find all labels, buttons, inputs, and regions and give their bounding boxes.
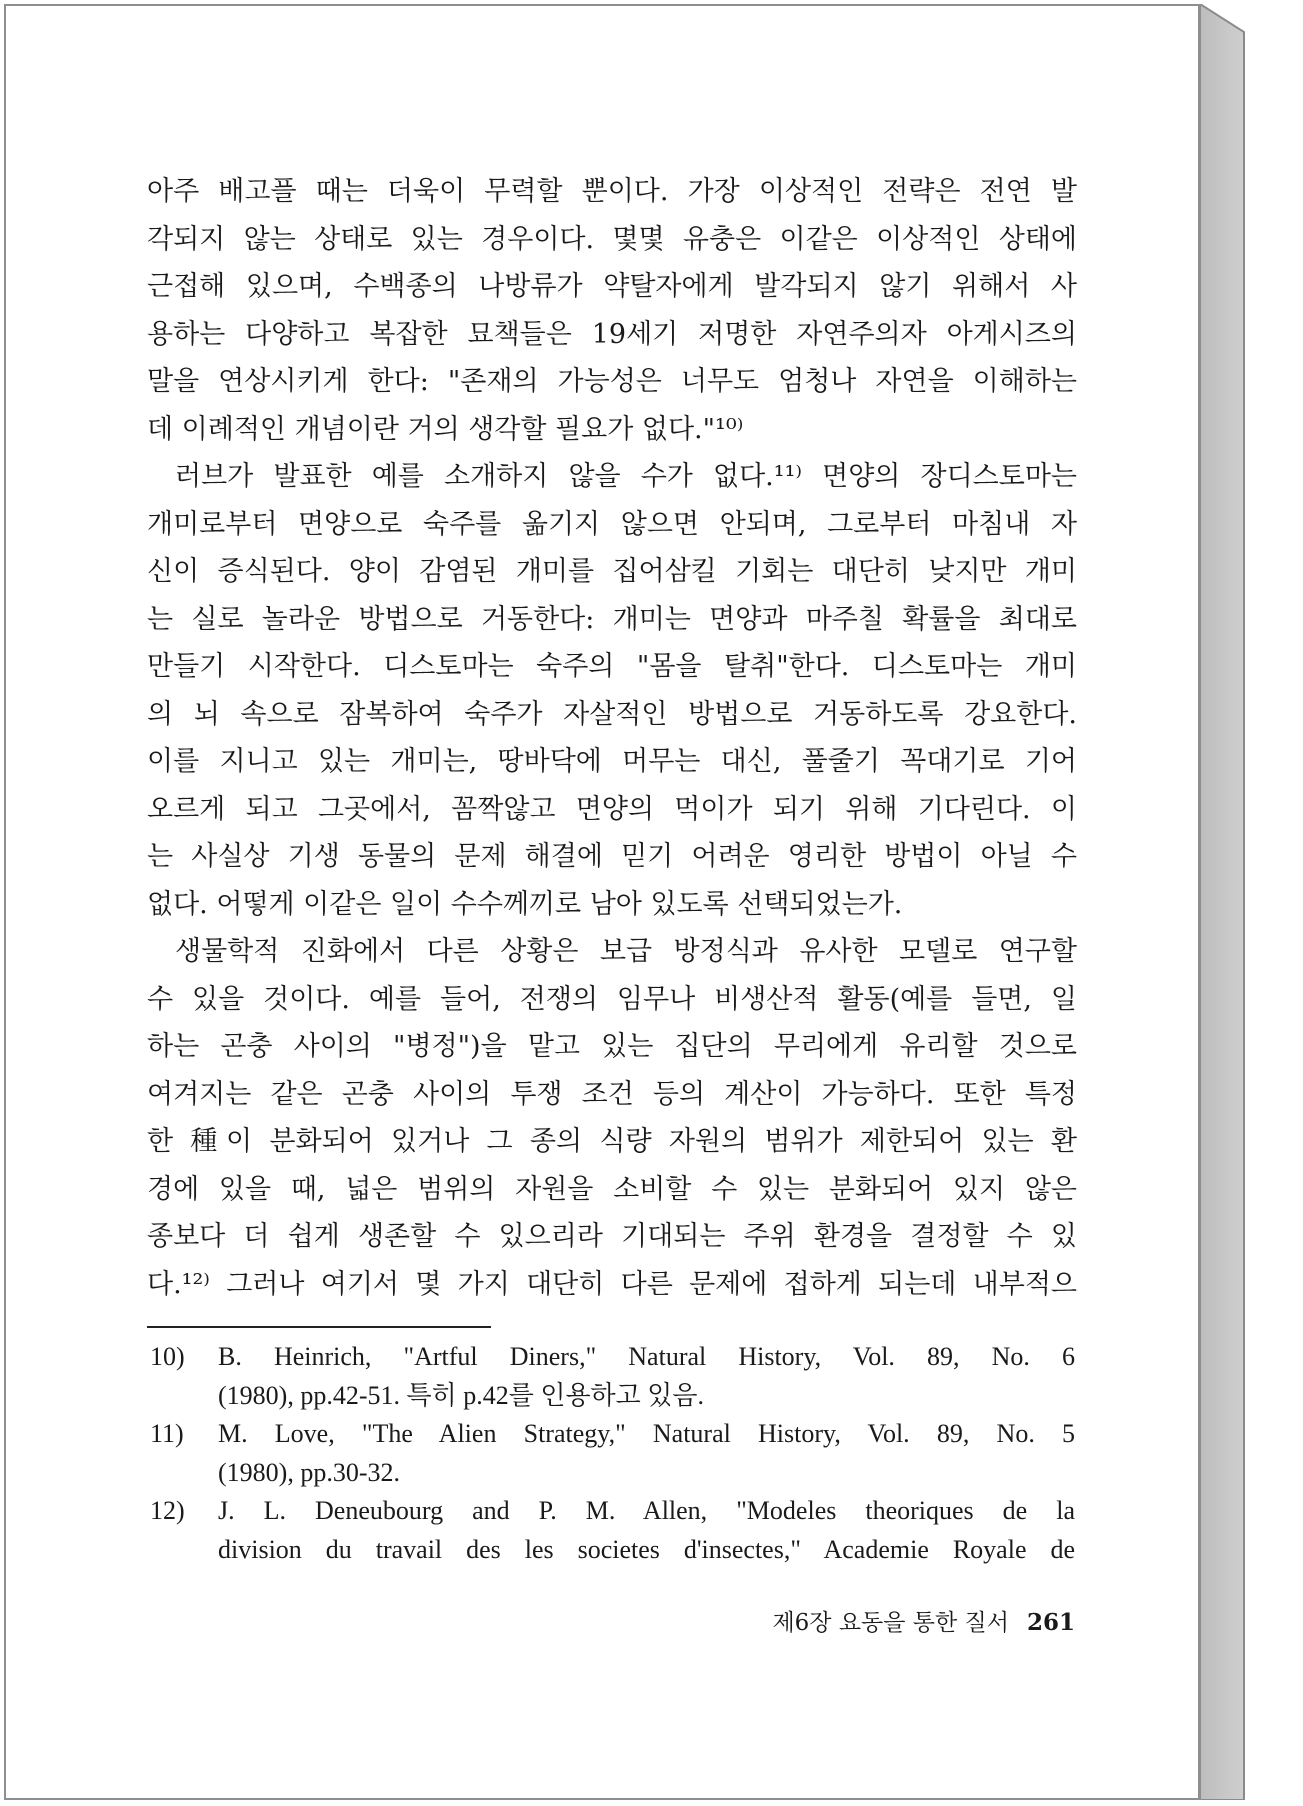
body-line: 용하는 다양하고 복잡한 묘책들은 19세기 저명한 자연주의자 아게시즈의 bbox=[147, 318, 1077, 350]
body-line: 다.¹²⁾ 그러나 여기서 몇 가지 대단히 다른 문제에 접하게 되는데 내부적으 bbox=[147, 1268, 1077, 1300]
body-line: 오르게 되고 그곳에서, 꼼짝않고 면양의 먹이가 되기 위해 기다린다. 이 bbox=[147, 793, 1077, 825]
body-line: 러브가 발표한 예를 소개하지 않을 수가 없다.¹¹⁾ 면양의 장디스토마는 bbox=[175, 461, 1077, 492]
page-edge-shading bbox=[1200, 4, 1246, 1800]
body-line: 각되지 않는 상태로 있는 경우이다. 몇몇 유충은 이같은 이상적인 상태에 bbox=[147, 223, 1077, 255]
body-line: 수 있을 것이다. 예를 들어, 전쟁의 임무나 비생산적 활동(예를 들면, 일 bbox=[147, 983, 1077, 1015]
body-line: 데 이례적인 개념이란 거의 생각할 필요가 없다."¹⁰⁾ bbox=[147, 413, 744, 445]
body-line: 는 실로 놀라운 방법으로 거동한다: 개미는 면양과 마주칠 확률을 최대로 bbox=[147, 603, 1077, 635]
body-line: 신이 증식된다. 양이 감염된 개미를 집어삼킬 기회는 대단히 낮지만 개미 bbox=[147, 556, 1077, 587]
body-line: 여겨지는 같은 곤충 사이의 투쟁 조건 등의 계산이 가능하다. 또한 특정 bbox=[147, 1078, 1077, 1110]
body-line: 없다. 어떻게 이같은 일이 수수께끼로 남아 있도록 선택되었는가. bbox=[147, 888, 903, 920]
footnote-text: (1980), pp.42-51. 특히 p.42를 인용하고 있음. bbox=[218, 1380, 705, 1410]
page-number: 261 bbox=[1026, 1609, 1075, 1636]
body-line: 종보다 더 쉽게 생존할 수 있으리라 기대되는 주위 환경을 결정할 수 있 bbox=[147, 1221, 1077, 1252]
footnote-text: (1980), pp.30-32. bbox=[218, 1457, 400, 1487]
footnote bbox=[150, 1338, 1075, 1415]
footnote-text: B. Heinrich, "Artful Diners," Natural History, Vol. 89, No. 6 bbox=[218, 1342, 1075, 1371]
footnote-text: M. Love, "The Alien Strategy," Natural History, Vol. 89, No. 5 bbox=[218, 1419, 1075, 1448]
footnote bbox=[150, 1492, 1075, 1569]
running-footer-chapter: 제6장 요동을 통한 질서 bbox=[772, 1610, 1009, 1636]
body-line: 말을 연상시키게 한다: "존재의 가능성은 너무도 엄청나 자연을 이해하는 bbox=[147, 366, 1077, 397]
body-line: 이를 지니고 있는 개미는, 땅바닥에 머무는 대신, 풀줄기 꼭대기로 기어 bbox=[147, 746, 1077, 777]
footnotes bbox=[150, 1338, 1075, 1569]
body-line: 아주 배고플 때는 더욱이 무력할 뿐이다. 가장 이상적인 전략은 전연 발 bbox=[147, 176, 1077, 207]
body-text bbox=[147, 168, 1077, 1308]
footnote bbox=[150, 1415, 1075, 1492]
body-line: 개미로부터 면양으로 숙주를 옮기지 않으면 안되며, 그로부터 마침내 자 bbox=[147, 508, 1077, 540]
footnote-text: J. L. Deneubourg and P. M. Allen, "Modeles theoriques de la bbox=[218, 1496, 1075, 1525]
footnote-number: 10) bbox=[150, 1342, 185, 1371]
body-line: 는 사실상 기생 동물의 문제 해결에 믿기 어려운 영리한 방법이 아닐 수 bbox=[147, 841, 1077, 872]
body-line: 한 種이 분화되어 있거나 그 종의 식량 자원의 범위가 제한되어 있는 환 bbox=[147, 1126, 1077, 1157]
body-line: 하는 곤충 사이의 "병정")을 맡고 있는 집단의 무리에게 유리할 것으로 bbox=[147, 1031, 1077, 1062]
body-line: 만들기 시작한다. 디스토마는 숙주의 "몸을 탈취"한다. 디스토마는 개미 bbox=[147, 651, 1077, 682]
footnote-rule bbox=[147, 1326, 491, 1328]
body-line: 의 뇌 속으로 잠복하여 숙주가 자살적인 방법으로 거동하도록 강요한다. bbox=[147, 698, 1077, 730]
footnote-number: 11) bbox=[150, 1419, 184, 1448]
page-footer bbox=[730, 1604, 1075, 1637]
body-line: 생물학적 진화에서 다른 상황은 보급 방정식과 유사한 모델로 연구할 bbox=[175, 936, 1077, 967]
body-line: 경에 있을 때, 넓은 범위의 자원을 소비할 수 있는 분화되어 있지 않은 bbox=[147, 1173, 1077, 1205]
body-line: 근접해 있으며, 수백종의 나방류가 약탈자에게 발각되지 않기 위해서 사 bbox=[147, 271, 1077, 302]
footnote-text: division du travail des les societes d'insectes," Academie Royale de bbox=[218, 1534, 1075, 1564]
footnote-number: 12) bbox=[150, 1496, 185, 1525]
